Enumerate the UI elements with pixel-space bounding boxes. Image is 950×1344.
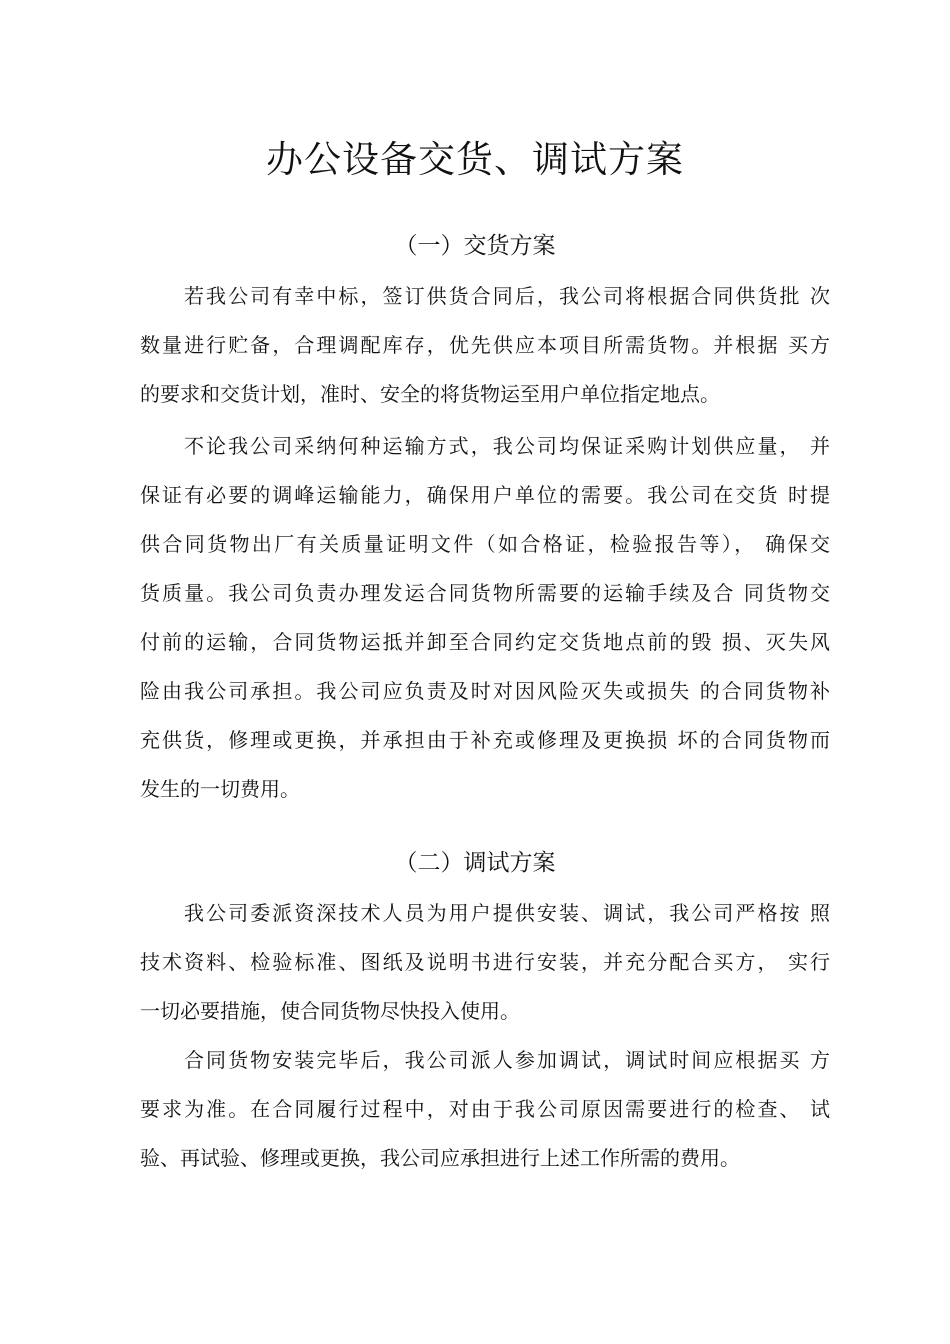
- paragraph-line: 付前的运输，合同货物运抵并卸至合同约定交货地点前的毁 损、灭失风: [140, 630, 830, 654]
- paragraph-line: 供合同货物出厂有关质量证明文件（如合格证，检验报告等）， 确保交: [140, 532, 830, 556]
- paragraph-commissioning-1: [140, 889, 830, 1036]
- paragraph-delivery-1: [140, 272, 830, 419]
- paragraph-line: 不论我公司采纳何种运输方式，我公司均保证采购计划供应量， 并: [184, 434, 830, 458]
- paragraph-line: 技术资料、检验标准、图纸及说明书进行安装，并充分配合买方， 实行: [140, 950, 830, 974]
- paragraph-commissioning-2: [140, 1036, 830, 1183]
- paragraph-line: 验、再试验、修理或更换，我公司应承担进行上述工作所需的费用。: [140, 1146, 740, 1170]
- paragraph-line: 货质量。我公司负责办理发运合同货物所需要的运输手续及合 同货物交: [140, 581, 830, 605]
- paragraph-line: 合同货物安装完毕后，我公司派人参加调试，调试时间应根据买 方: [184, 1048, 830, 1072]
- paragraph-line: 我公司委派资深技术人员为用户提供安装、调试，我公司严格按 照: [184, 901, 830, 925]
- paragraph-line: 的要求和交货计划，准时、安全的将货物运至用户单位指定地点。: [140, 382, 720, 406]
- paragraph-line: 险由我公司承担。我公司应负责及时对因风险灭失或损失 的合同货物补: [140, 679, 830, 703]
- paragraph-line: 发生的一切费用。: [140, 777, 300, 801]
- paragraph-line: 要求为准。在合同履行过程中，对由于我公司原因需要进行的检查、 试: [140, 1097, 830, 1121]
- paragraph-delivery-2: [140, 422, 830, 814]
- section-heading-commissioning: （二）调试方案: [394, 850, 556, 876]
- document-title: 办公设备交货、调试方案: [266, 138, 684, 181]
- paragraph-line: 数量进行贮备，合理调配库存，优先供应本项目所需货物。并根据 买方: [140, 333, 830, 357]
- paragraph-line: 保证有必要的调峰运输能力，确保用户单位的需要。我公司在交货 时提: [140, 483, 830, 507]
- paragraph-line: 若我公司有幸中标，签订供货合同后，我公司将根据合同供货批 次: [184, 284, 830, 308]
- section-heading-delivery: （一）交货方案: [394, 233, 556, 259]
- paragraph-line: 一切必要措施，使合同货物尽快投入使用。: [140, 999, 520, 1023]
- paragraph-line: 充供货，修理或更换，并承担由于补充或修理及更换损 坏的合同货物而: [140, 728, 830, 752]
